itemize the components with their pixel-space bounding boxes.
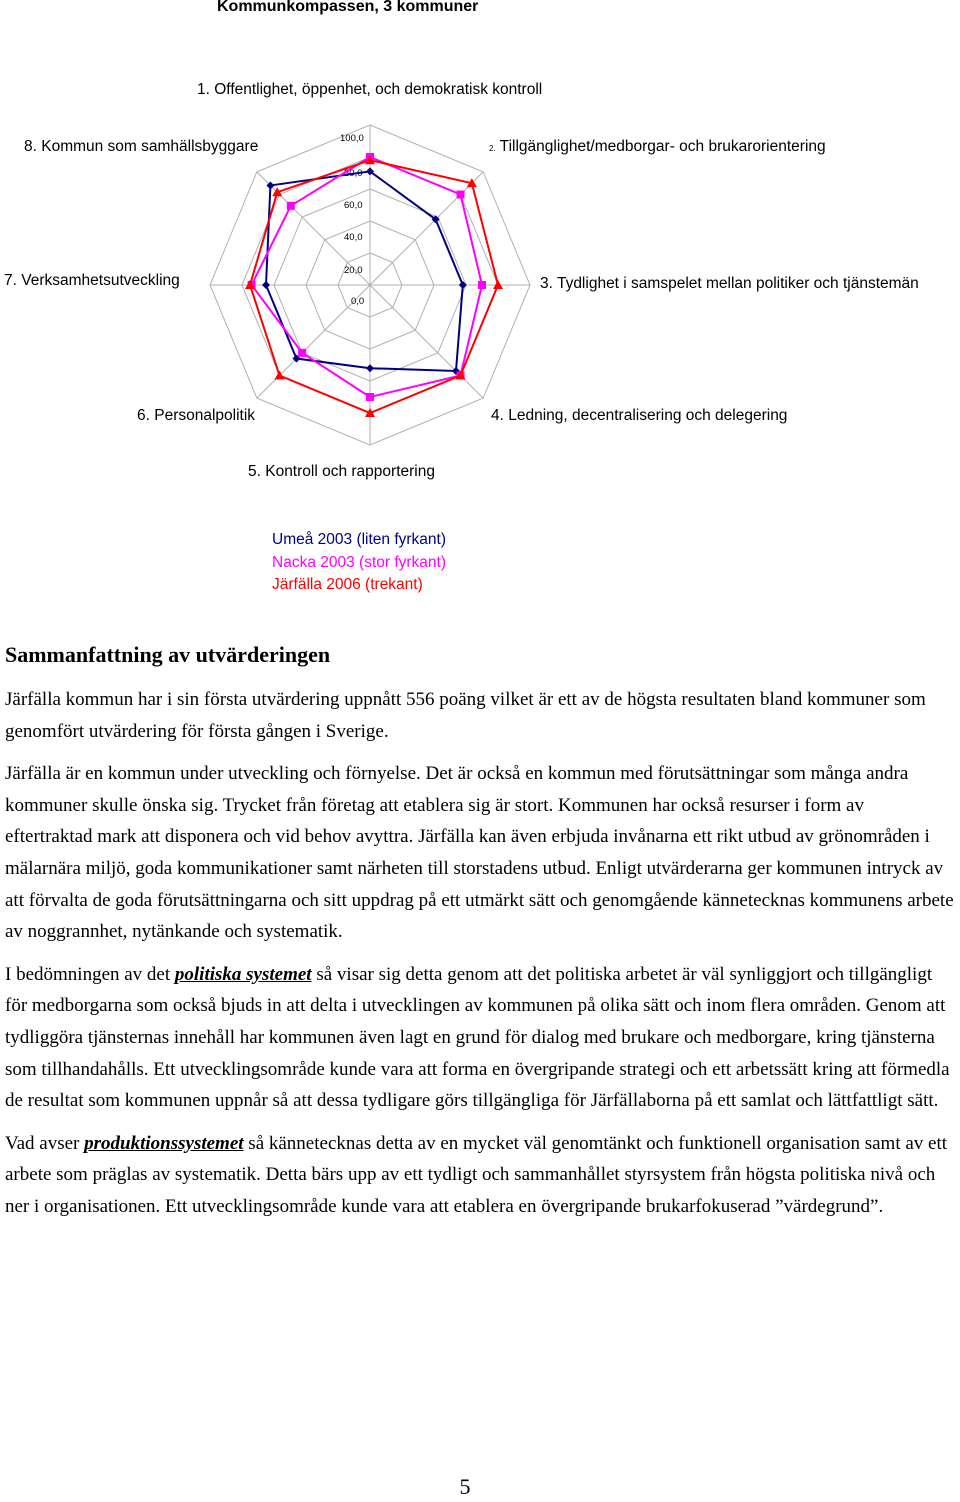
tick-label-40: 40,0 <box>344 232 363 243</box>
series-2-point-2 <box>457 190 465 198</box>
tick-label-0: 0,0 <box>351 296 365 307</box>
tick-label-20: 20,0 <box>344 265 363 276</box>
series-1-point-5 <box>366 364 374 372</box>
page-number: 5 <box>459 1474 471 1499</box>
legend-nacka: Nacka 2003 (stor fyrkant) <box>272 554 447 571</box>
paragraph-4-start: Vad avser <box>5 1132 85 1154</box>
axis-label-4: 4. Ledning, decentralisering och delegering <box>491 407 788 424</box>
radar-tick-labels <box>340 133 364 307</box>
axis-label-2-text: Tillgänglighet/medborgar- och brukarorientering <box>499 138 826 155</box>
series-2-point-8 <box>287 202 295 210</box>
paragraph-2: Järfälla är en kommun under utveckling och förnyelse. Det är också en kommun med förutsättningar som många andra kommuner skulle önska sig. Trycket från företag att etablera sig är stort. Kommunen har också resurser i form av eftertraktad mark att disponera och vid behov avyttra. Järfälla kan även erbjuda invånarna ett rikt utbud av grönområden i mälarnära miljö, goda kommunikationer samt närheten till storstadens utbud. Enligt utvärderarna ger kommunen intryck av att förvalta de goda förutsättningarna och sitt uppdrag på ett utmärkt sätt och genomgående kännetecknas kommunens arbete av noggrannhet, nytänkande och systematik. <box>5 763 954 943</box>
paragraph-4-rest: så kännetecknas detta av en mycket väl genomtänkt och funktionell organisation samt av ett arbete som präglas av systematik. Detta bärs upp av ett tydligt och sammanhållet styrsystem från högsta politiska nivå och ner i organisationen. Ett utvecklingsområde kunde vara att etablera en övergripande brukarfokuserad ”värdegrund”. <box>5 1132 948 1217</box>
term-produktionssystemet: produktionssystemet <box>84 1132 244 1154</box>
paragraph-3 <box>5 959 955 1117</box>
section-heading: Sammanfattning av utvärderingen <box>5 642 331 667</box>
axis-label-1: 1. Offentlighet, öppenhet, och demokratisk kontroll <box>197 81 543 98</box>
series-2-point-3 <box>478 281 486 289</box>
radar-chart <box>0 0 960 610</box>
paragraph-1: Järfälla kommun har i sin första utvärdering uppnått 556 poäng vilket är ett av de högsta resultaten bland kommuner som genomfört utvärdering för första gången i Sverige. <box>5 689 926 742</box>
summary-section <box>5 640 955 1234</box>
axis-label-2 <box>489 138 826 155</box>
paragraph-3-start: I bedömningen av det <box>5 963 175 985</box>
axis-label-7: 7. Verksamhetsutveckling <box>4 272 180 289</box>
tick-label-60: 60,0 <box>344 200 363 211</box>
axis-label-5: 5. Kontroll och rapportering <box>248 463 435 480</box>
series-2-point-5 <box>366 393 374 401</box>
axis-label-3: 3. Tydlighet i samspelet mellan politiker och tjänstemän <box>540 275 919 292</box>
series-2-point-6 <box>298 349 306 357</box>
series-1-point-7 <box>262 281 270 289</box>
axis-label-8: 8. Kommun som samhällsbyggare <box>24 138 259 155</box>
axis-label-2-prefix: 2. <box>489 144 496 153</box>
term-politiska-systemet: politiska systemet <box>174 963 312 985</box>
chart-legend <box>272 531 446 593</box>
tick-label-80: 80,0 <box>344 168 363 179</box>
axis-label-6: 6. Personalpolitik <box>137 407 256 424</box>
paragraph-4 <box>5 1128 955 1223</box>
chart-title: Kommunkompassen, 3 kommuner <box>217 0 479 15</box>
series-1-point-3 <box>459 281 467 289</box>
tick-label-100: 100,0 <box>340 133 364 144</box>
series-line-2 <box>252 157 482 397</box>
series-line-1 <box>266 171 463 371</box>
legend-umea: Umeå 2003 (liten fyrkant) <box>272 531 447 548</box>
legend-jarfalla: Järfälla 2006 (trekant) <box>272 576 423 593</box>
paragraph-3-rest: så visar sig detta genom att det politiska arbetet är väl synliggjort och tillgängligt för medborgarna som också bjuds in att delta i utvecklingen av kommunen på olika sätt och inom flera områden. Genom att tydliggöra tjänsternas innehåll har kommunen även lagt en grund för dialog med brukare och medborgare, kring tjänsterna som tillhandahålls. Ett utvecklingsområde kunde vara att forma en övergripande strategi och ett arbetssätt kring att förmedla de resultat som kommunen uppnår så att dessa tydligare görs tillgängliga för Järfällaborna på ett samlat och lättfattligt sätt. <box>5 963 950 1112</box>
